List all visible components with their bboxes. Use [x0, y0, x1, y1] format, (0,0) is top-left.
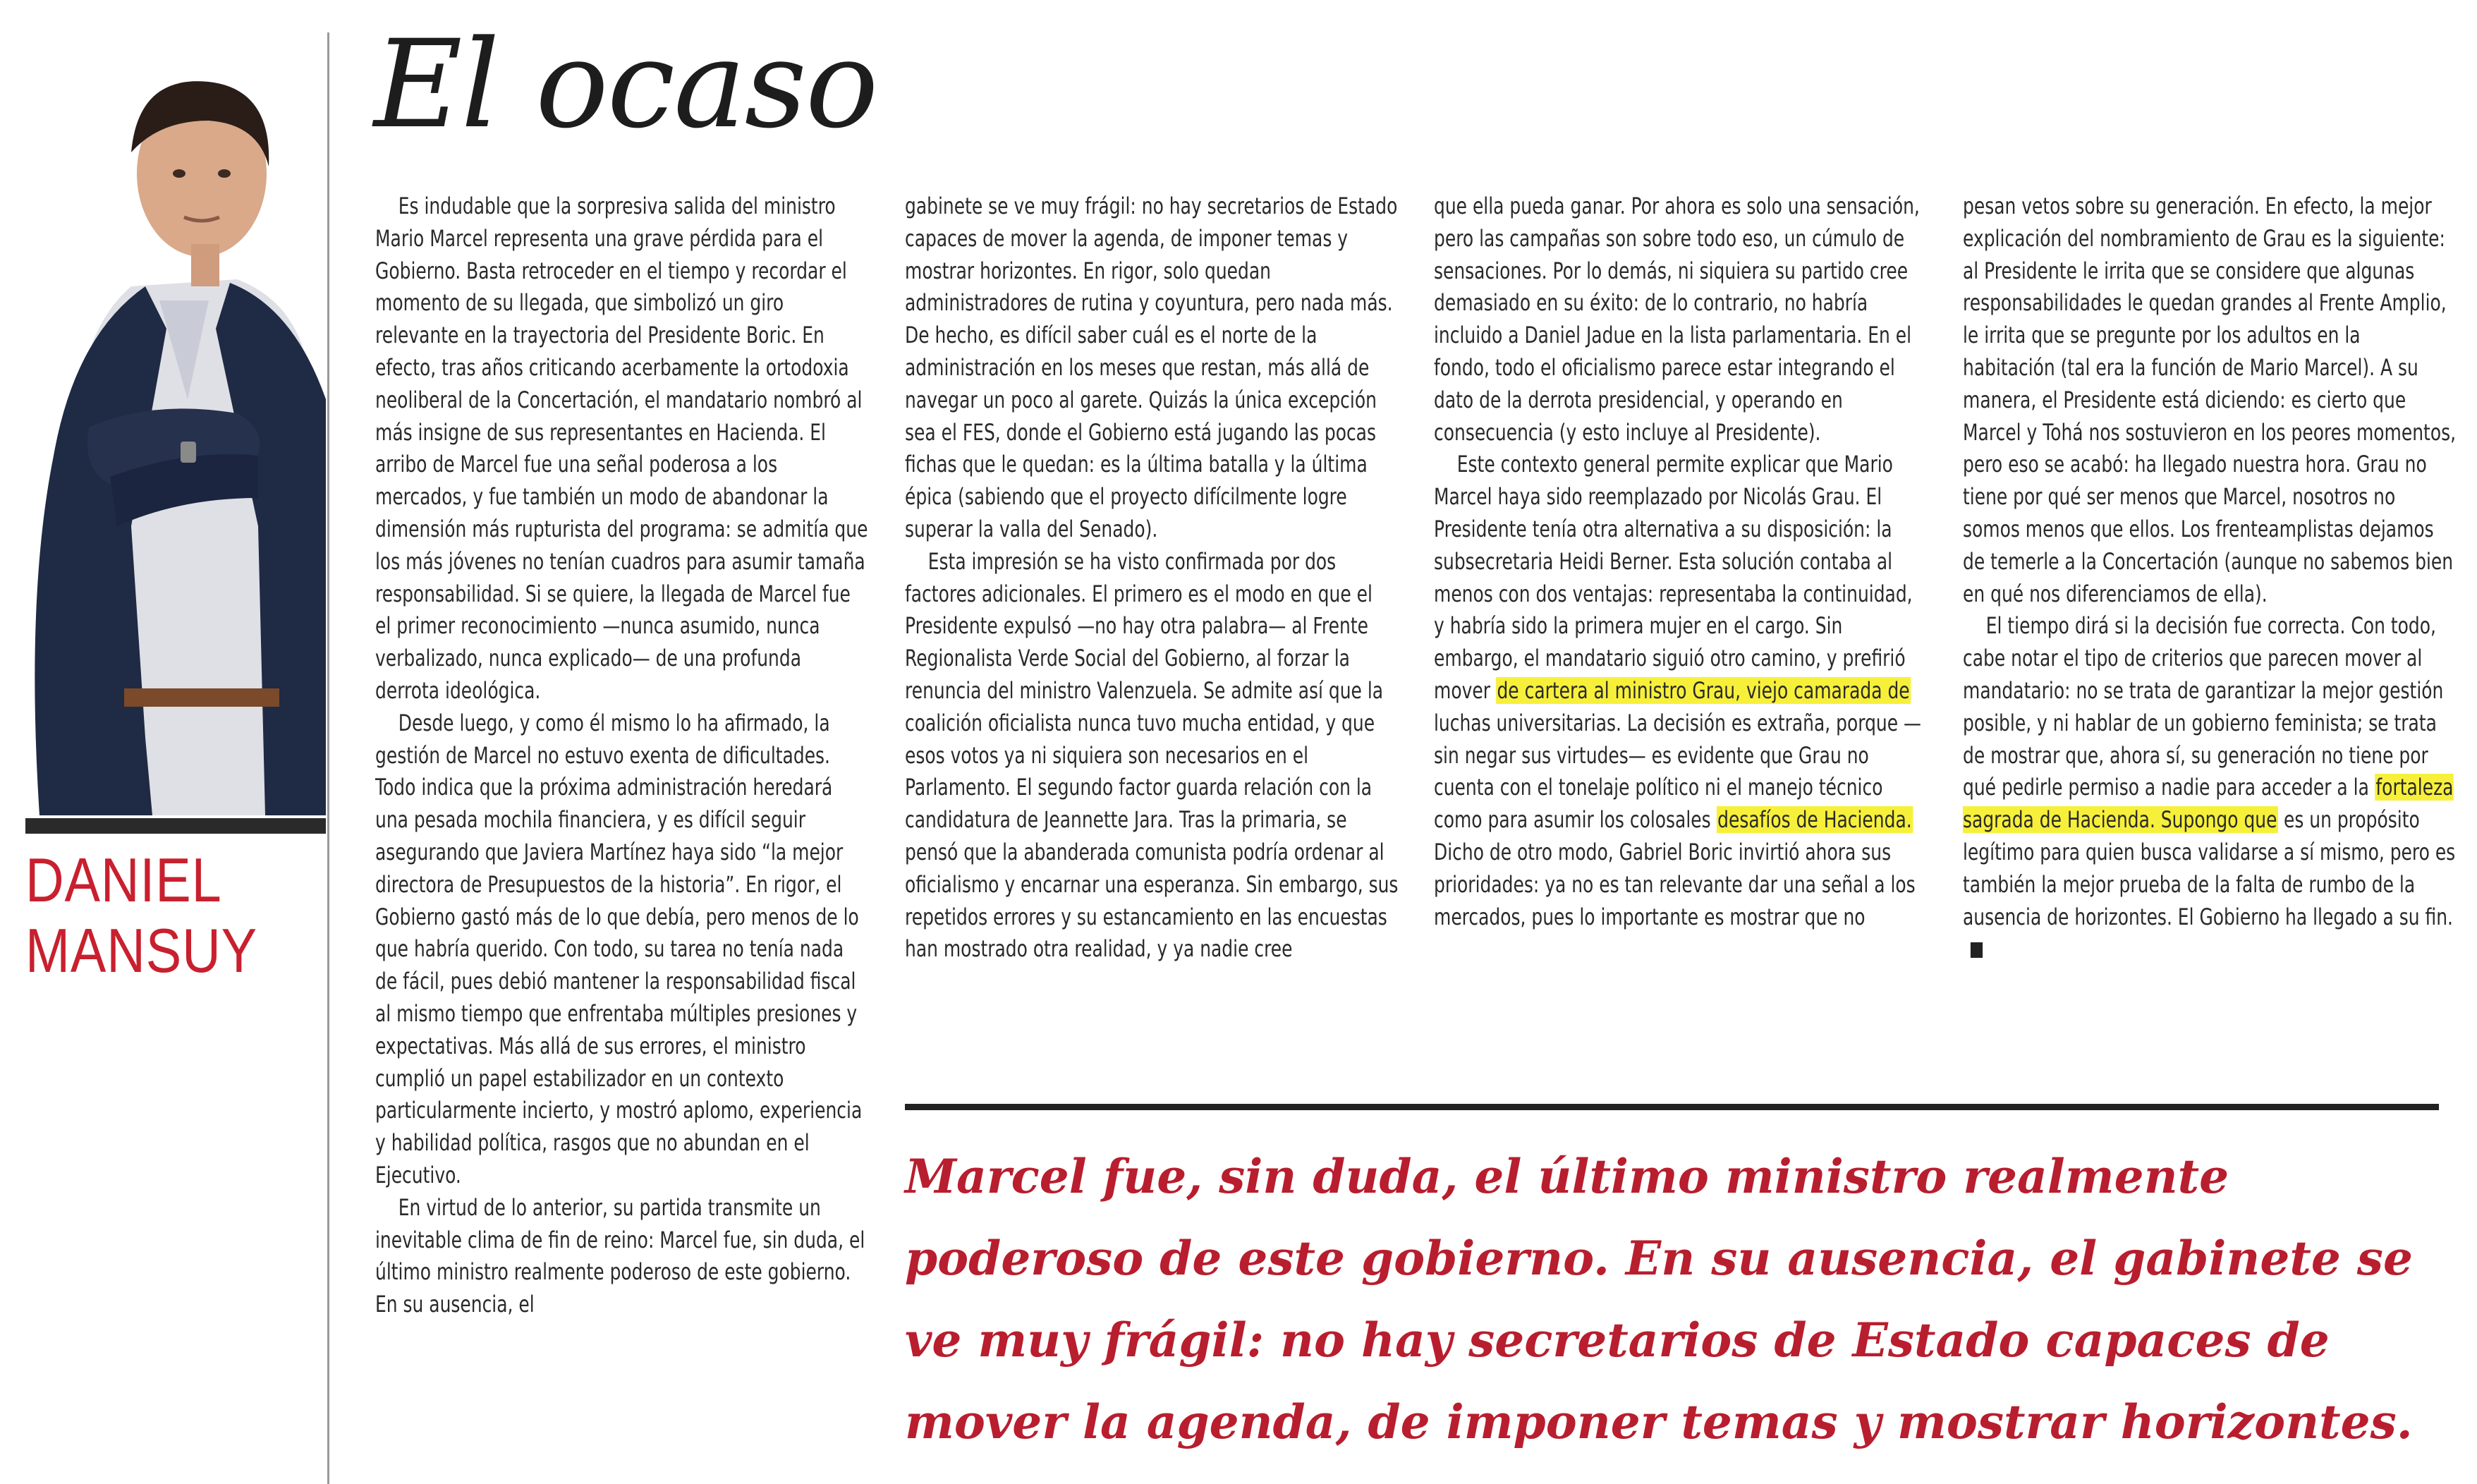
author-first-name: DANIEL [25, 845, 222, 915]
paragraph: En virtud de lo anterior, su partida transmite un inevitable clima de fin de reino: Marcel fue, sin duda, el último ministro realmente poderoso de este gobierno. En su ausencia, el [375, 1193, 865, 1318]
text-run: luchas universitarias. La decisión es extraña, porque —sin negar sus virtudes— es evidente que Grau no cuenta con el tonelaje político ni el manejo técnico como para asumir los colosales [1434, 709, 1921, 834]
paragraph: gabinete se ve muy frágil: no hay secretarios de Estado capaces de mover la agenda, de imponer temas y mostrar horizontes. En rigor, solo quedan administradores de rutina y coyuntura, pero nada más. De hecho, es difícil saber cuál es el norte de la administración en los meses que restan, más allá de navegar un poco al garete. Quizás la única excepción sea el FES, donde el Gobierno está jugando las pocas fichas que le quedan: es la última batalla y la última épica (sabiendo que el proyecto difícilmente logre superar la valla del Senado). [905, 193, 1398, 542]
paragraph: pesan vetos sobre su generación. En efecto, la mejor explicación del nombramiento de Grau es la siguiente: al Presidente le irrita que se considere que algunas responsabilidades le quedan grandes al Frente Amplio, le irrita que se pregunte por los adultos en la habitación (tal era la función de Mario Marcel). A su manera, el Presidente está diciendo: es cierto que Marcel y Tohá nos sostuvieron en los peores momentos, pero eso se acabó: ha llegado nuestra hora. Grau no tiene por qué ser menos que Marcel, nosotros no somos menos que ellos. Los frenteamplistas dejamos de temerle a la Concertación (aunque no sabemos bien en qué nos diferenciamos de ella). [1963, 193, 2457, 607]
end-mark-icon [1971, 942, 1983, 958]
author-last-name: MANSUY [25, 916, 257, 985]
text-run: es un propósito legítimo para quien busca validarse a sí mismo, pero es también la mejor prueba de la falta de rumbo de la ausencia de horizontes. El Gobierno ha llegado a su fin. [1963, 806, 2456, 930]
column-4 [1963, 190, 2457, 966]
column-3 [1434, 190, 1928, 933]
paragraph [1963, 610, 2457, 966]
text-run: Dicho de otro modo, Gabriel Boric invirtió ahora sus prioridades: ya no es tan relevante dar una señal a los mercados, pues lo importante es mostrar que no [1434, 838, 1916, 930]
column-rule [327, 32, 329, 1484]
text-run: Este contexto general permite explicar que Mario Marcel haya sido reemplazado por Nicolás Grau. El Presidente tenía otra alternativa a su disposición: la subsecretaria Heidi Berner. Esta solución contaba al menos con dos ventajas: representaba la continuidad, y habría sido la primera mujer en el cargo. Sin embargo, el mandatario siguió otro camino, y prefirió mover [1434, 451, 1913, 704]
column-2 [905, 190, 1399, 966]
column-1 [375, 190, 869, 1321]
pull-quote: Marcel fue, sin duda, el último ministro realmente poderoso de este gobierno. En su ausencia, el gabinete se ve muy frágil: no hay secretarios de Estado capaces de mover la agenda, de imponer temas y mostrar horizontes. [905, 1149, 2413, 1449]
paragraph [1434, 449, 1928, 933]
author-name [25, 845, 257, 986]
highlighted-text: de cartera al ministro Grau, viejo camarada de [1497, 676, 1910, 704]
pull-quote-rule [905, 1104, 2439, 1110]
highlighted-text: desafíos de Hacienda. [1717, 806, 1912, 834]
author-divider [25, 818, 326, 834]
author-photo [25, 32, 326, 815]
highlighted-text: fortaleza sagrada de Hacienda. Supongo que [1963, 774, 2454, 834]
text-run: El tiempo dirá si la decisión fue correcta. Con todo, cabe notar el tipo de criterios que parecen mover al mandatario: no se trata de garantizar la mejor gestión posible, y ni hablar de un gobierno feminista; se trata de mostrar que, ahora sí, su generación no tiene por qué pedirle permiso a nadie para acceder a la [1963, 612, 2444, 801]
paragraph: Esta impresión se ha visto confirmada por dos factores adicionales. El primero es el modo en que el Presidente expulsó —no hay otra palabra— al Frente Regionalista Verde Social del Gobierno, al forzar la renuncia del ministro Valenzuela. Se admite así que la coalición oficialista nunca tuvo mucha entidad, y que esos votos ya ni siquiera son necesarios en el Parlamento. El segundo factor guarda relación con la candidatura de Jeannette Jara. Tras la primaria, se pensó que la abanderada comunista podría ordenar al oficialismo y encarnar una esperanza. Sin embargo, sus repetidos errores y su estancamiento en las encuestas han mostrado otra realidad, y ya nadie cree [905, 547, 1399, 963]
paragraph: Es indudable que la sorpresiva salida del ministro Mario Marcel representa una grave pérdida para el Gobierno. Basta retroceder en el tiempo y recordar el momento de su llegada, que simbolizó un giro relevante en la trayectoria del Presidente Boric. En efecto, tras años criticando acerbamente la ortodoxia neoliberal de la Concertación, el mandatario nombró al más insigne de sus representantes en Hacienda. El arribo de Marcel fue una señal poderosa a los mercados, y fue también un modo de abandonar la dimensión más rupturista del programa: se admitía que los más jóvenes no tenían cuadros para asumir tamaña responsabilidad. Si se quiere, la llegada de Marcel fue el primer reconocimiento —nunca asumido, nunca verbalizado, nunca explicado— de una profunda derrota ideológica. [375, 193, 868, 704]
paragraph: que ella pueda ganar. Por ahora es solo una sensación, pero las campañas son sobre todo eso, un cúmulo de sensaciones. Por lo demás, ni siquiera su partido cree demasiado en su éxito: de lo contrario, no habría incluido a Daniel Jadue en la lista parlamentaria. En el fondo, todo el oficialismo parece estar integrando el dato de la derrota presidencial, y operando en consecuencia (y esto incluye al Presidente). [1434, 193, 1920, 446]
author-portrait-icon [25, 32, 326, 815]
paragraph: Desde luego, y como él mismo lo ha afirmado, la gestión de Marcel no estuvo exenta de dificultades. Todo indica que la próxima administración heredará una pesada mochila financiera, y es difícil seguir asegurando que Javiera Martínez haya sido “la mejor directora de Presupuestos de la historia”. En rigor, el Gobierno gastó más de lo que debía, pero menos de lo que habría querido. Con todo, su tarea no tenía nada de fácil, pues debió mantener la responsabilidad fiscal al mismo tiempo que enfrentaba múltiples presiones y expectativas. Más allá de sus errores, el ministro cumplió un papel estabilizador en un contexto particularmente incierto, y mostró aplomo, experiencia y habilidad política, rasgos que no abundan en el Ejecutivo. [375, 709, 863, 1188]
article-title: El ocaso [374, 13, 877, 155]
